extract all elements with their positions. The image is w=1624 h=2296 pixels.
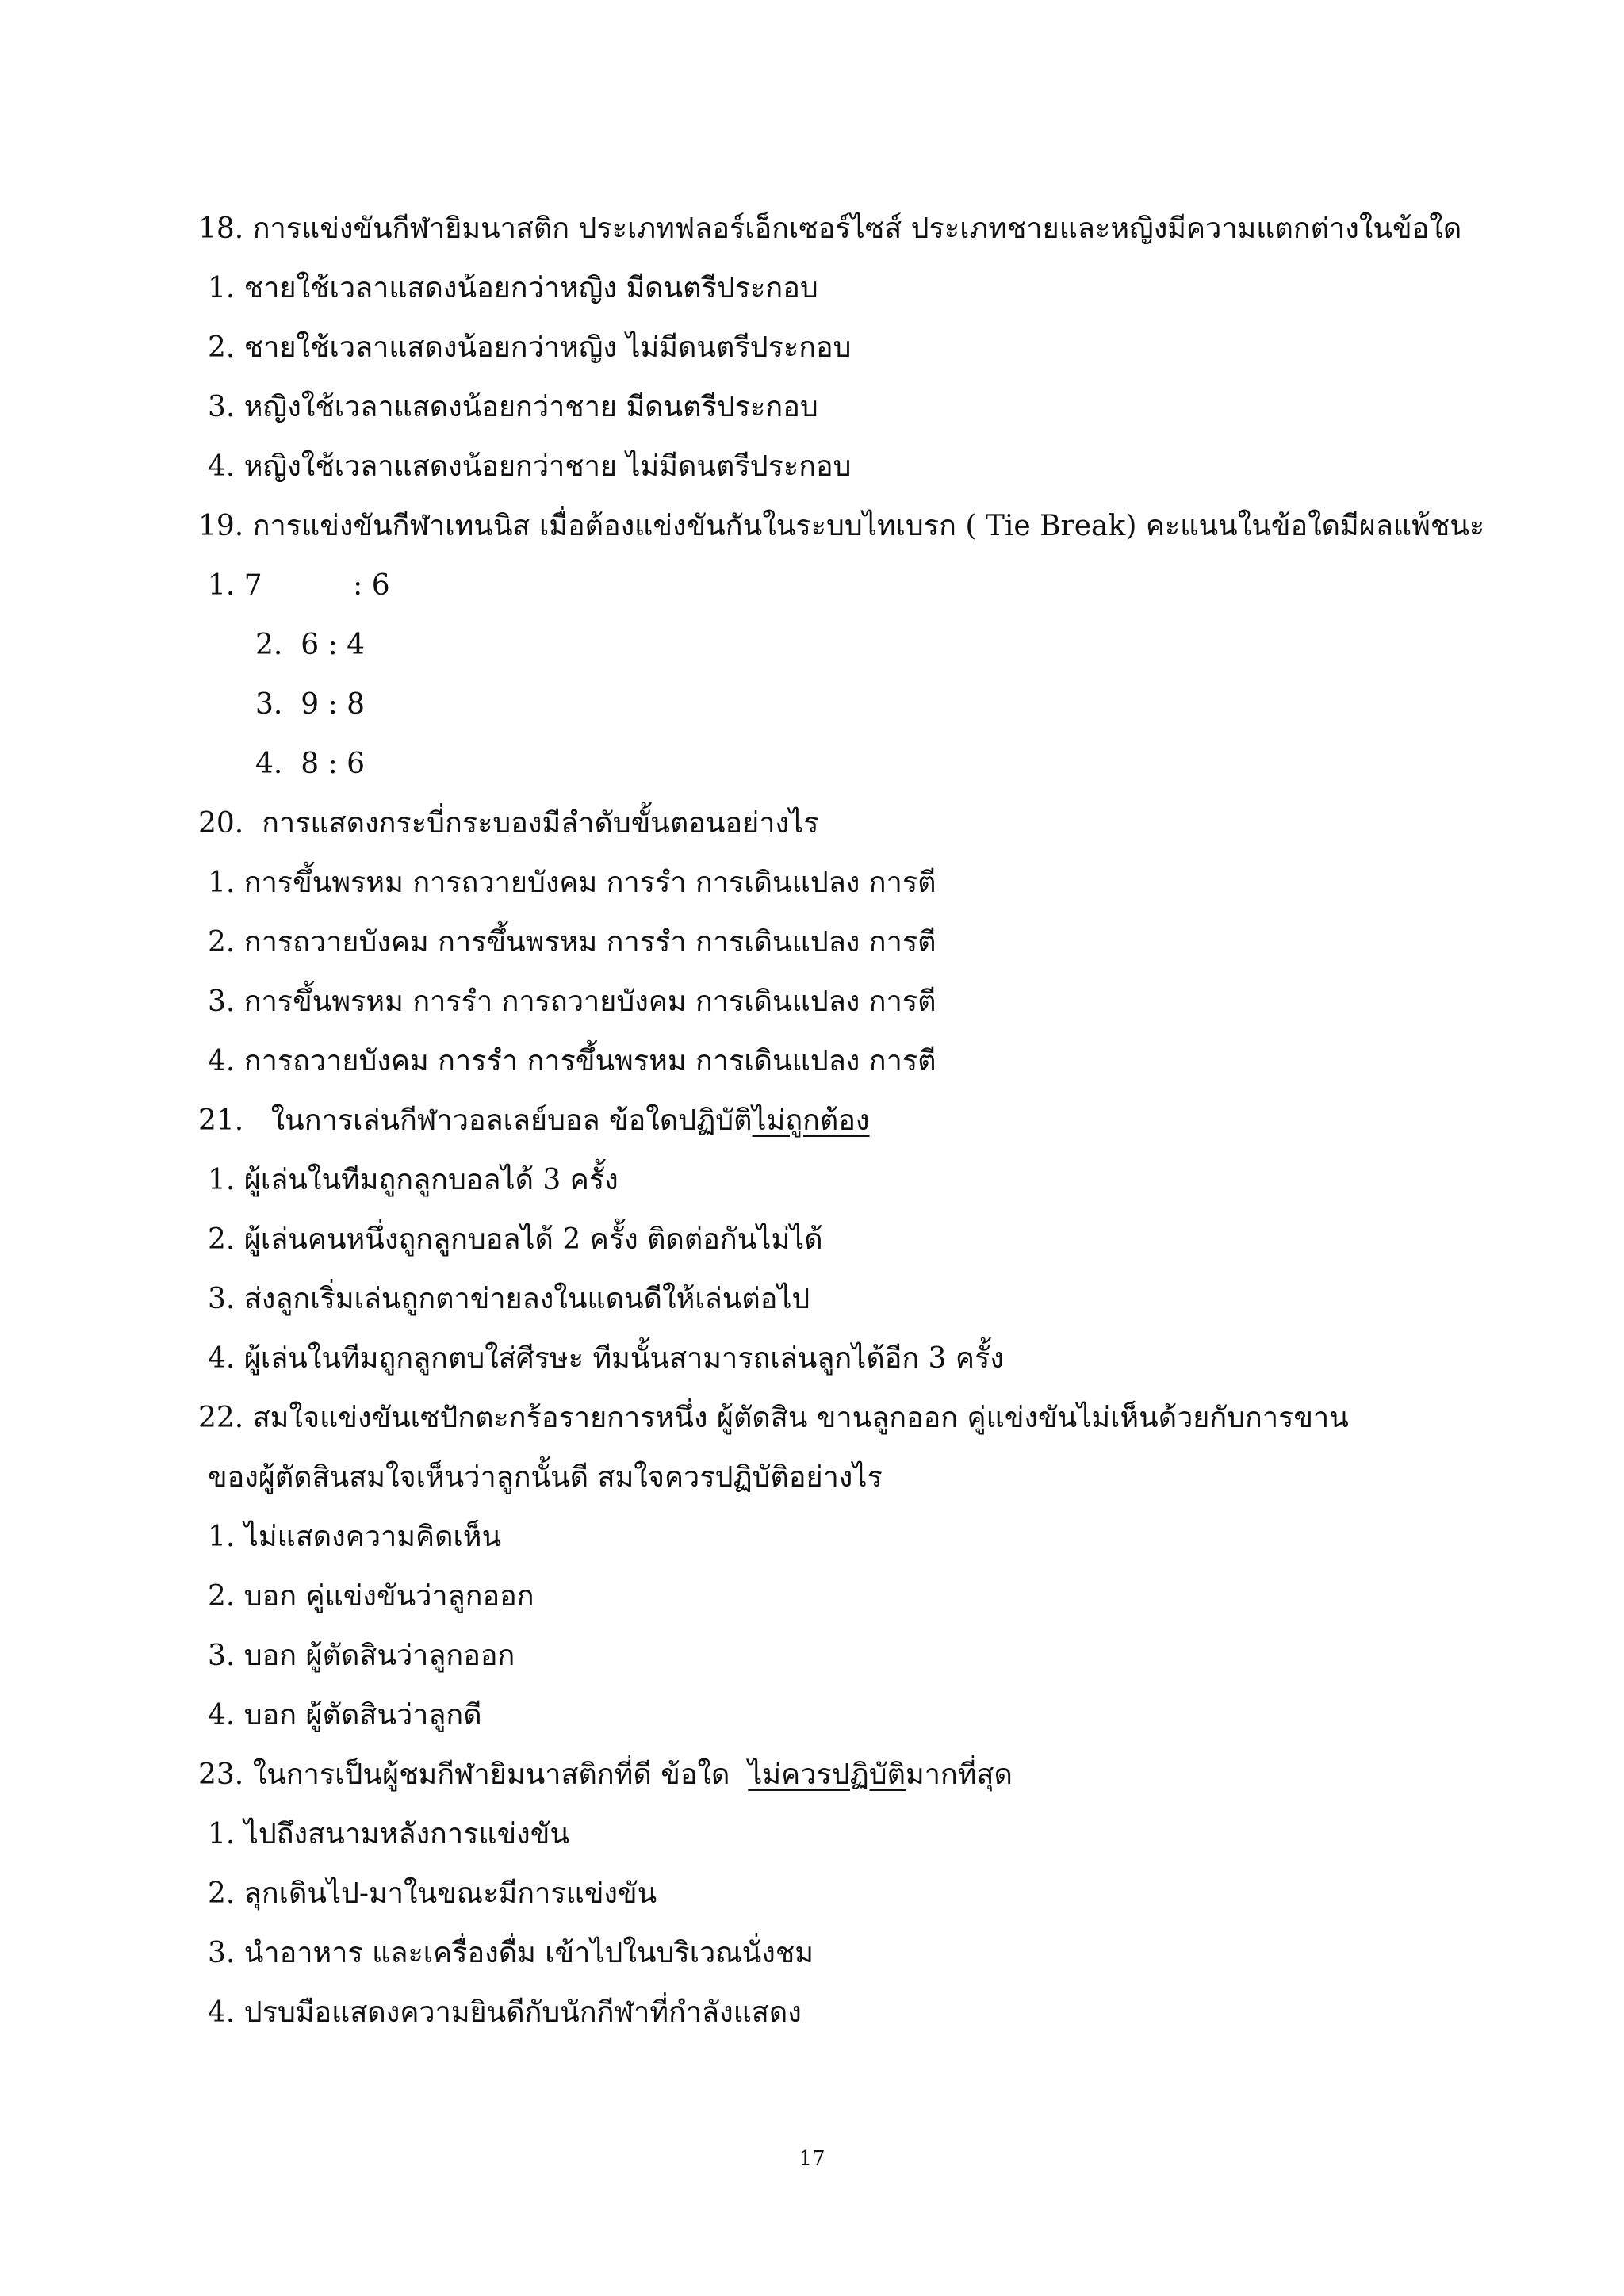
page-number: 17 [799, 2147, 825, 2171]
question-23-option-3: 3. นำอาหาร และเครื่องดื่ม เข้าไปในบริเวณนั่งชม [208, 1937, 814, 1969]
question-20-stem: 20. การแสดงกระบี่กระบองมีลำดับขั้นตอนอย่างไร [198, 807, 819, 840]
question-22-option-1: 1. ไม่แสดงความคิดเห็น [208, 1521, 502, 1553]
question-18-option-3: 3. หญิงใช้เวลาแสดงน้อยกว่าชาย มีดนตรีประกอบ [208, 391, 818, 423]
question-18-option-2: 2. ชายใช้เวลาแสดงน้อยกว่าหญิง ไม่มีดนตรีประกอบ [208, 331, 852, 364]
question-21-stem-emphasis: ไม่ถูกต้อง [752, 1104, 870, 1137]
question-21-option-2: 2. ผู้เล่นคนหนึ่งถูกลูกบอลได้ 2 ครั้ง ติดต่อกันไม่ได้ [208, 1223, 823, 1256]
question-22-stem-continued: ของผู้ตัดสินสมใจเห็นว่าลูกนั้นดี สมใจควรปฏิบัติอย่างไร [208, 1461, 883, 1494]
question-22-stem: 22. สมใจแข่งขันเซปักตะกร้อรายการหนึ่ง ผู้ตัดสิน ขานลูกออก คู่แข่งขันไม่เห็นด้วยกับการขาน [198, 1402, 1349, 1434]
question-20-option-1: 1. การขึ้นพรหม การถวายบังคม การรำ การเดินแปลง การตี [208, 867, 936, 899]
question-22-option-4: 4. บอก ผู้ตัดสินว่าลูกดี [208, 1699, 482, 1732]
question-18-option-4: 4. หญิงใช้เวลาแสดงน้อยกว่าชาย ไม่มีดนตรีประกอบ [208, 450, 852, 483]
question-20-option-3: 3. การขึ้นพรหม การรำ การถวายบังคม การเดินแปลง การตี [208, 985, 936, 1018]
question-23-stem [198, 1756, 1013, 1794]
question-18-stem: 18. การแข่งขันกีฬายิมนาสติก ประเภทฟลอร์เอ็กเซอร์ไซส์ ประเภทชายและหญิงมีความแตกต่างในข้อใด [198, 212, 1462, 245]
question-19-option-1: 1. 7 : 6 [208, 569, 390, 602]
question-21-option-1: 1. ผู้เล่นในทีมถูกลูกบอลได้ 3 ครั้ง [208, 1164, 619, 1196]
question-22-option-2: 2. บอก คู่แข่งขันว่าลูกออก [208, 1580, 534, 1613]
question-19-option-4: 4. 8 : 6 [255, 748, 366, 780]
question-19-stem: 19. การแข่งขันกีฬาเทนนิส เมื่อต้องแข่งขันกันในระบบไทเบรก ( Tie Break) คะแนนในข้อใดมีผลแพ้ชนะ [198, 510, 1485, 542]
question-23-option-2: 2. ลุกเดินไป-มาในขณะมีการแข่งขัน [208, 1877, 657, 1910]
question-21-option-4: 4. ผู้เล่นในทีมถูกลูกตบใส่ศีรษะ ทีมนั้นสามารถเล่นลูกได้อีก 3 ครั้ง [208, 1342, 1004, 1375]
question-19-option-2: 2. 6 : 4 [255, 629, 366, 661]
question-23-stem-suffix: มากที่สุด [906, 1758, 1013, 1791]
question-18-option-1: 1. ชายใช้เวลาแสดงน้อยกว่าหญิง มีดนตรีประกอบ [208, 272, 818, 304]
question-20-option-2: 2. การถวายบังคม การขึ้นพรหม การรำ การเดินแปลง การตี [208, 926, 936, 959]
question-23-option-4: 4. ปรบมือแสดงความยินดีกับนักกีฬาที่กำลังแสดง [208, 1996, 802, 2029]
question-21-option-3: 3. ส่งลูกเริ่มเล่นถูกตาข่ายลงในแดนดีให้เล่นต่อไป [208, 1283, 810, 1315]
question-20-option-4: 4. การถวายบังคม การรำ การขึ้นพรหม การเดินแปลง การตี [208, 1045, 936, 1077]
question-19-option-3: 3. 9 : 8 [255, 688, 366, 721]
question-21-stem-text: 21. ในการเล่นกีฬาวอลเลย์บอล ข้อใดปฏิบัติ [198, 1104, 753, 1137]
question-22-option-3: 3. บอก ผู้ตัดสินว่าลูกออก [208, 1640, 515, 1672]
question-23-option-1: 1. ไปถึงสนามหลังการแข่งขัน [208, 1818, 569, 1850]
question-23-stem-emphasis: ไม่ควรปฏิบัติ [748, 1758, 906, 1791]
question-23-stem-text: 23. ในการเป็นผู้ชมกีฬายิมนาสติกที่ดี ข้อใด [198, 1758, 749, 1791]
question-21-stem [198, 1102, 870, 1140]
